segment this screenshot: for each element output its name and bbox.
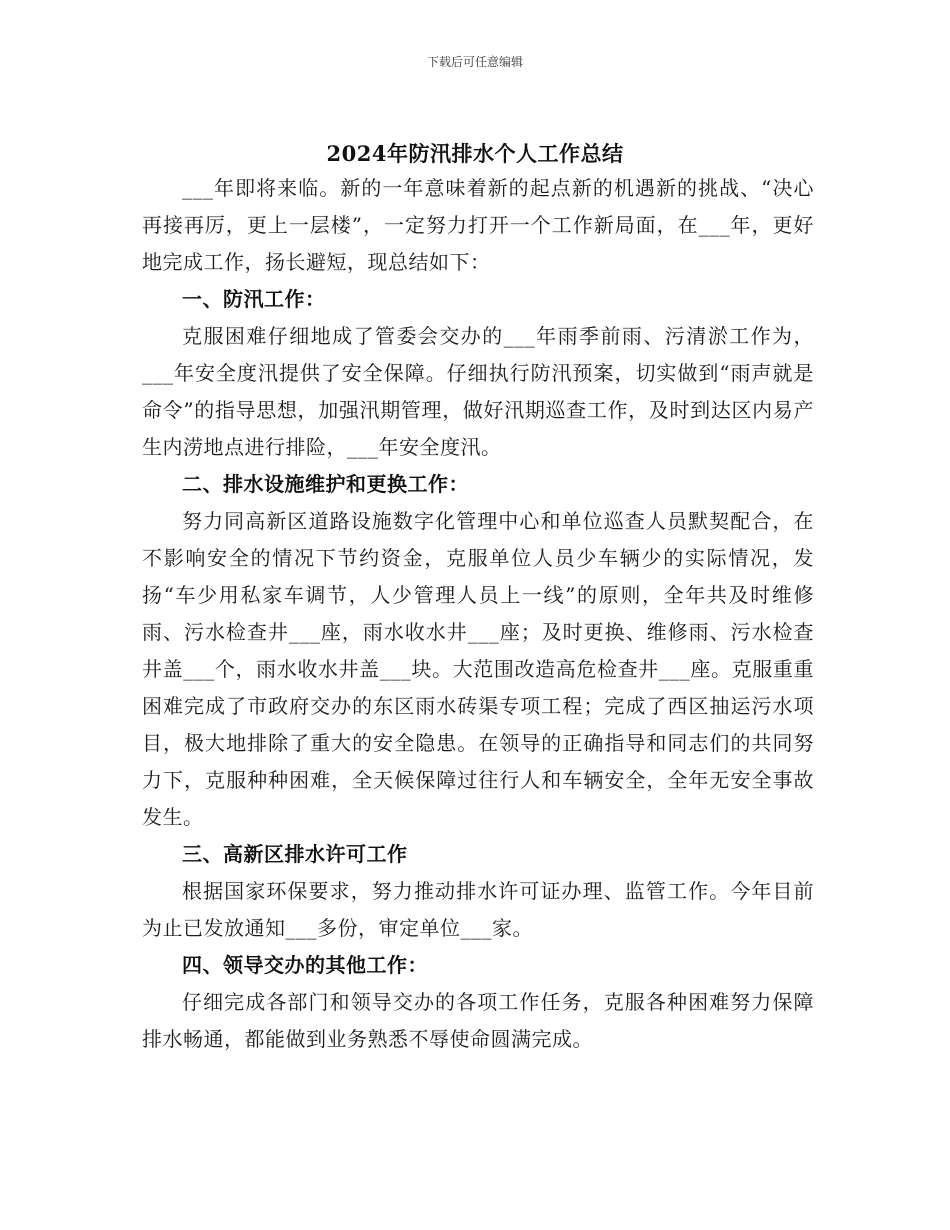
section-heading-drainage-permit: 三、高新区排水许可工作 <box>182 842 408 866</box>
section-heading-other-tasks: 四、领导交办的其他工作： <box>182 953 428 977</box>
header-note: 下载后可任意编辑 <box>426 55 523 69</box>
document-title: 2024年防汛排水个人工作总结 <box>326 141 624 167</box>
intro-paragraph: ___年即将来临。新的一年意味着新的起点新的机遇新的挑战、“决心再接再厉，更上一层楼”，一定努力打开一个工作新局面，在___年，更好地完成工作，扬长避短，现总结如下： <box>142 176 814 274</box>
section-body-drainage-permit: 根据国家环保要求，努力推动排水许可证办理、监管工作。今年目前为止已发放通知___多份，审定单位___家。 <box>142 879 814 940</box>
section-heading-drainage-maintenance: 二、排水设施维护和更换工作： <box>182 472 469 496</box>
document-body <box>142 170 814 1058</box>
section-body-flood-control: 克服困难仔细地成了管委会交办的___年雨季前雨、污清淤工作为，___年安全度汛提供了安全保障。仔细执行防汛预案，切实做到“雨声就是命令”的指导思想，加强汛期管理，做好汛期巡查工作，及时到达区内易产生内涝地点进行排险，___年安全度汛。 <box>142 324 814 459</box>
section-body-drainage-maintenance: 努力同高新区道路设施数字化管理中心和单位巡查人员默契配合，在不影响安全的情况下节约资金，克服单位人员少车辆少的实际情况，发扬“车少用私家车调节，人少管理人员上一线”的原则，全年共及时维修雨、污水检查井___座，雨水收水井___座；及时更换、维修雨、污水检查井盖___个，雨水收水井盖___块。大范围改造高危检查井___座。克服重重困难完成了市政府交办的东区雨水砖渠专项工程；完成了西区抽运污水项目，极大地排除了重大的安全隐患。在领导的正确指导和同志们的共同努力下，克服种种困难，全天候保障过往行人和车辆安全，全年无安全事故发生。 <box>142 509 814 829</box>
section-heading-flood-control: 一、防汛工作： <box>182 287 326 311</box>
section-body-other-tasks: 仔细完成各部门和领导交办的各项工作任务，克服各种困难努力保障排水畅通，都能做到业务熟悉不辱使命圆满完成。 <box>142 990 814 1051</box>
